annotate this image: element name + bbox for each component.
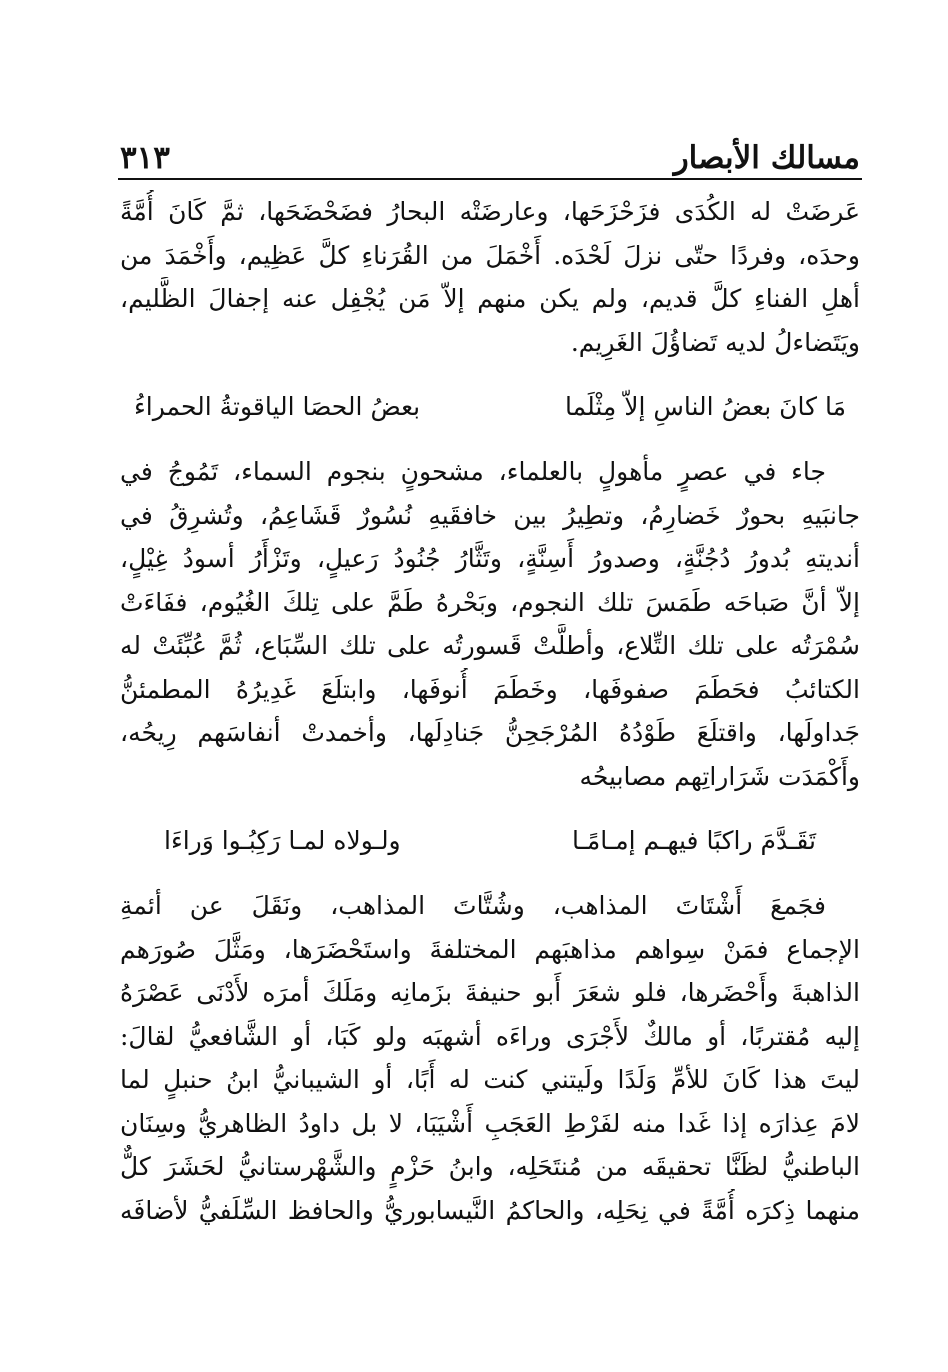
text-line: أهلِ الفناءِ كلَّ قديم، ولم يكن منهم إلاّ مَن يُجْفِل عنه إجفالَ الظَّليم، (120, 284, 860, 313)
text-line: جانبَيهِ بحورٌ خَضارِمُ، وتطِيرُ بين خافقَيهِ نُسُورٌ قَشَاعِمُ، وتُشرِقُ في (120, 500, 860, 530)
text-line: منهما ذِكرَه أُمَّةً في نِحَلِه، والحاكمُ النَّيسابوريُّ والحافظ السِّلَفيُّ لأضافَه (120, 1195, 860, 1225)
text-line: الكتائبُ فحَطَمَ صفوفَها، وخَطَمَ أُنوفَها، وابتلَعَ غَدِيرُهُ المطمئنُّ (120, 674, 860, 704)
text-line: جَداولَها، واقتلَعَ طَوْدُهُ المُرْجَحِنُّ جَنادِلَها، وأخمدتْ أنفاسَهم رِيحُه، (120, 718, 860, 747)
spacer (120, 866, 860, 884)
text-line: ليتَ هذا كَانَ للأمِّ وَلَدًا ولَيتني كنت له أَبًا، أو الشيبانيُّ ابنُ حنبلٍ لما (120, 1065, 860, 1094)
verse-hemistich-left: بعضُ الحصَا الياقوتةُ الحمراءُ (134, 392, 421, 421)
text-line: فجَمعَ أَشْتَاتَ المذاهب، وشُتَّاتَ المذاهب، ونَقَلَ عن أئمةِ (120, 891, 826, 920)
paragraph-1 (120, 190, 860, 364)
running-title: مسالك الأبصار (673, 140, 860, 176)
verse-hemistich-right: مَا كانَ بعضُ الناسِ إلاّ مِثْلَما (565, 392, 846, 421)
page-body (120, 190, 860, 1232)
text-line: عَرضَتْ له الكُدَى فزَحْزَحَها، وعارضَتْه البحارُ فضَحْضَحَها، ثمَّ كَانَ أُمَّةً (120, 197, 860, 226)
page-header (120, 128, 860, 176)
verse-1 (120, 382, 860, 432)
text-line: ويَتَضاءلُ لديه تَضاؤُلَ الغَرِيم. (570, 327, 860, 357)
paragraph-2 (120, 450, 860, 798)
text-line: الإجماع فمَنْ سِواهم مذاهبَهم المختلفةَ واستَحْضَرَها، ومَثَّلَ صُورَهم (120, 934, 860, 964)
text-line: الذاهبةَ وأَحْضَرها، فلو شعَرَ أَبو حنيفةَ بزَمانِه ومَلَكَ أمرَه لأَدْنَى عَصْرَهُ (120, 978, 860, 1007)
text-line: الباطنيُّ لظَنَّا تحقيقَه من مُنتَحَلِه، وابنُ حَزْمٍ والشَّهْرستانيُّ لحَشَرَ كلٌّ (120, 1152, 860, 1181)
verse-hemistich-left: ولـولاه لمـا رَكِبُـوا وَراءَا (164, 826, 401, 855)
text-line: جاء في عصرٍ مأهولٍ بالعلماء، مشحونٍ بنجوم السماء، تَمُوجُ في (120, 457, 826, 486)
page-number: ٣١٣ (120, 140, 170, 176)
verse-2 (120, 816, 860, 866)
text-line: إليه مُقتربًا، أو مالكٌ لأَجْرَى وراءَه أشهبَه ولو كَبَا، أو الشَّافعيُّ لقالَ: (120, 1021, 860, 1051)
text-line: وأَكْمَدَت شَرَاراتِهم مصابيحُه (579, 761, 860, 791)
spacer (120, 798, 860, 816)
text-line: أنديتهِ بُدورُ دُجُنَّةٍ، وصدورُ أَسِنَّةٍ، وتَثَّارُ جُنُودُ رَعيلٍ، وتَزْأَرُ أسودُ غِيْلٍ، (120, 544, 860, 573)
paragraph-3 (120, 884, 860, 1232)
text-line: وحدَه، وفردًا حتّى نزلَ لَحْدَه. أَخْمَلَ من القُرَناءِ كلَّ عَظِيم، وأَخْمَدَ من (120, 240, 860, 270)
header-rule (118, 178, 862, 180)
spacer (120, 432, 860, 450)
spacer (120, 364, 860, 382)
verse-hemistich-right: تَقَـدَّمَ راكبًا فيهـم إمـامًـا (571, 826, 816, 855)
text-line: إلاّ أنَّ صَباحَه طَمَسَ تلك النجوم، وبَحْرهُ طَمَّ على تِلكَ الغُيُوم، ففَاءَتْ (120, 587, 860, 617)
text-line: لامَ عِذارَه إذا غَدا منه لفَرْطِ العَجَبِ أَشْيَبَا، لا بل داودُ الظاهريُّ وسِنَان (120, 1108, 860, 1138)
text-line: سُمْرَتُه على تلك التِّلاع، وأطلَّتْ قَسورتُه على تلك السِّبَاع، ثُمَّ عُبِّئَتْ له (120, 631, 860, 660)
